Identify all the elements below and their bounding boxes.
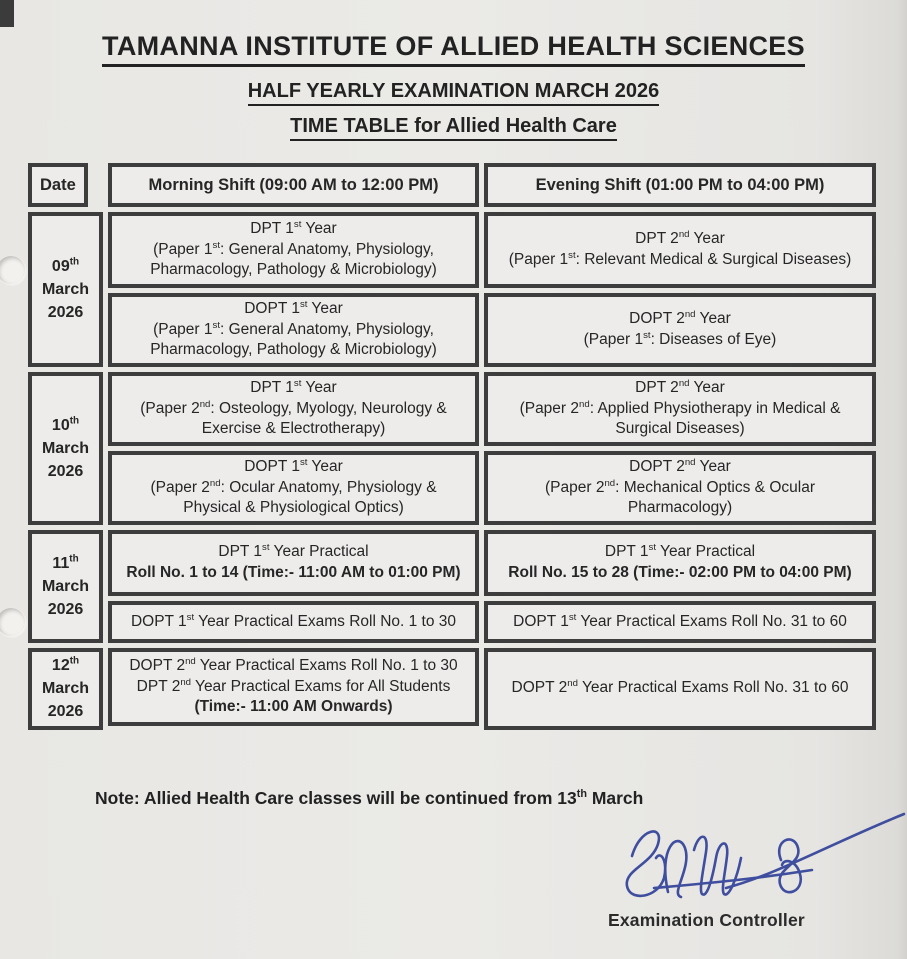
signature-ink	[598, 798, 907, 916]
date-column-header: Date	[28, 163, 88, 207]
institute-title: TAMANNA INSTITUTE OF ALLIED HEALTH SCIENCES	[102, 31, 805, 67]
date-cell: 09th March 2026	[28, 212, 103, 367]
exam-cell-dopt1-paper2: DOPT 1st Year (Paper 2nd: Ocular Anatomy, Physiology & Physical & Physiological Optics)	[108, 451, 479, 525]
signature-role-label: Examination Controller	[608, 910, 805, 930]
hole-punch-top	[0, 256, 25, 284]
signature	[598, 798, 907, 916]
table-row-12-march	[28, 648, 876, 730]
date-cell: 10th March 2026	[28, 372, 103, 525]
exam-title: HALF YEARLY EXAMINATION MARCH 2026	[248, 80, 660, 106]
date-cell: 11th March 2026	[28, 530, 103, 643]
note-text: Note: Allied Health Care classes will be continued from 13th March	[95, 788, 644, 808]
exam-cell-dpt1-practical-morning: DPT 1st Year Practical Roll No. 1 to 14 (Time:- 11:00 AM to 01:00 PM)	[108, 530, 479, 596]
exam-cell-dopt2-practical-evening: DOPT 2nd Year Practical Exams Roll No. 31 to 60	[484, 648, 876, 730]
date-cell: 12th March 2026	[28, 648, 103, 730]
table-row-11-march	[28, 530, 876, 643]
table-header-row	[28, 163, 876, 207]
document-header	[0, 0, 907, 141]
exam-timetable	[28, 163, 876, 735]
exam-cell-dpt1-paper2: DPT 1st Year (Paper 2nd: Osteology, Myology, Neurology & Exercise & Electrotherapy)	[108, 372, 479, 446]
hole-punch-bottom	[0, 608, 25, 636]
morning-shift-header: Morning Shift (09:00 AM to 12:00 PM)	[108, 163, 479, 207]
exam-cell-dopt1-practical-morning: DOPT 1st Year Practical Exams Roll No. 1 to 30	[108, 601, 479, 643]
exam-cell-dopt1-practical-evening: DOPT 1st Year Practical Exams Roll No. 31 to 60	[484, 601, 876, 643]
exam-cell-dpt1-practical-evening: DPT 1st Year Practical Roll No. 15 to 28 (Time:- 02:00 PM to 04:00 PM)	[484, 530, 876, 596]
exam-cell-dopt2-paper1: DOPT 2nd Year (Paper 1st: Diseases of Eye)	[484, 293, 876, 367]
exam-cell-dopt2-dpt2-practical-morning: DOPT 2nd Year Practical Exams Roll No. 1 to 30 DPT 2nd Year Practical Exams for All Students (Time:- 11:00 AM Onwards)	[108, 648, 479, 726]
exam-cell-dopt1-paper1: DOPT 1st Year (Paper 1st: General Anatomy, Physiology, Pharmacology, Pathology & Microbiology)	[108, 293, 479, 367]
exam-cell-dpt2-paper2: DPT 2nd Year (Paper 2nd: Applied Physiotherapy in Medical & Surgical Diseases)	[484, 372, 876, 446]
exam-cell-dopt2-paper2: DOPT 2nd Year (Paper 2nd: Mechanical Optics & Ocular Pharmacology)	[484, 451, 876, 525]
table-row-10-march	[28, 372, 876, 525]
evening-shift-header: Evening Shift (01:00 PM to 04:00 PM)	[484, 163, 876, 207]
table-row-09-march	[28, 212, 876, 367]
timetable-title: TIME TABLE for Allied Health Care	[290, 115, 617, 141]
exam-cell-dpt1-paper1: DPT 1st Year (Paper 1st: General Anatomy, Physiology, Pharmacology, Pathology & Microbiology)	[108, 212, 479, 288]
exam-cell-dpt2-paper1: DPT 2nd Year (Paper 1st: Relevant Medical & Surgical Diseases)	[484, 212, 876, 288]
